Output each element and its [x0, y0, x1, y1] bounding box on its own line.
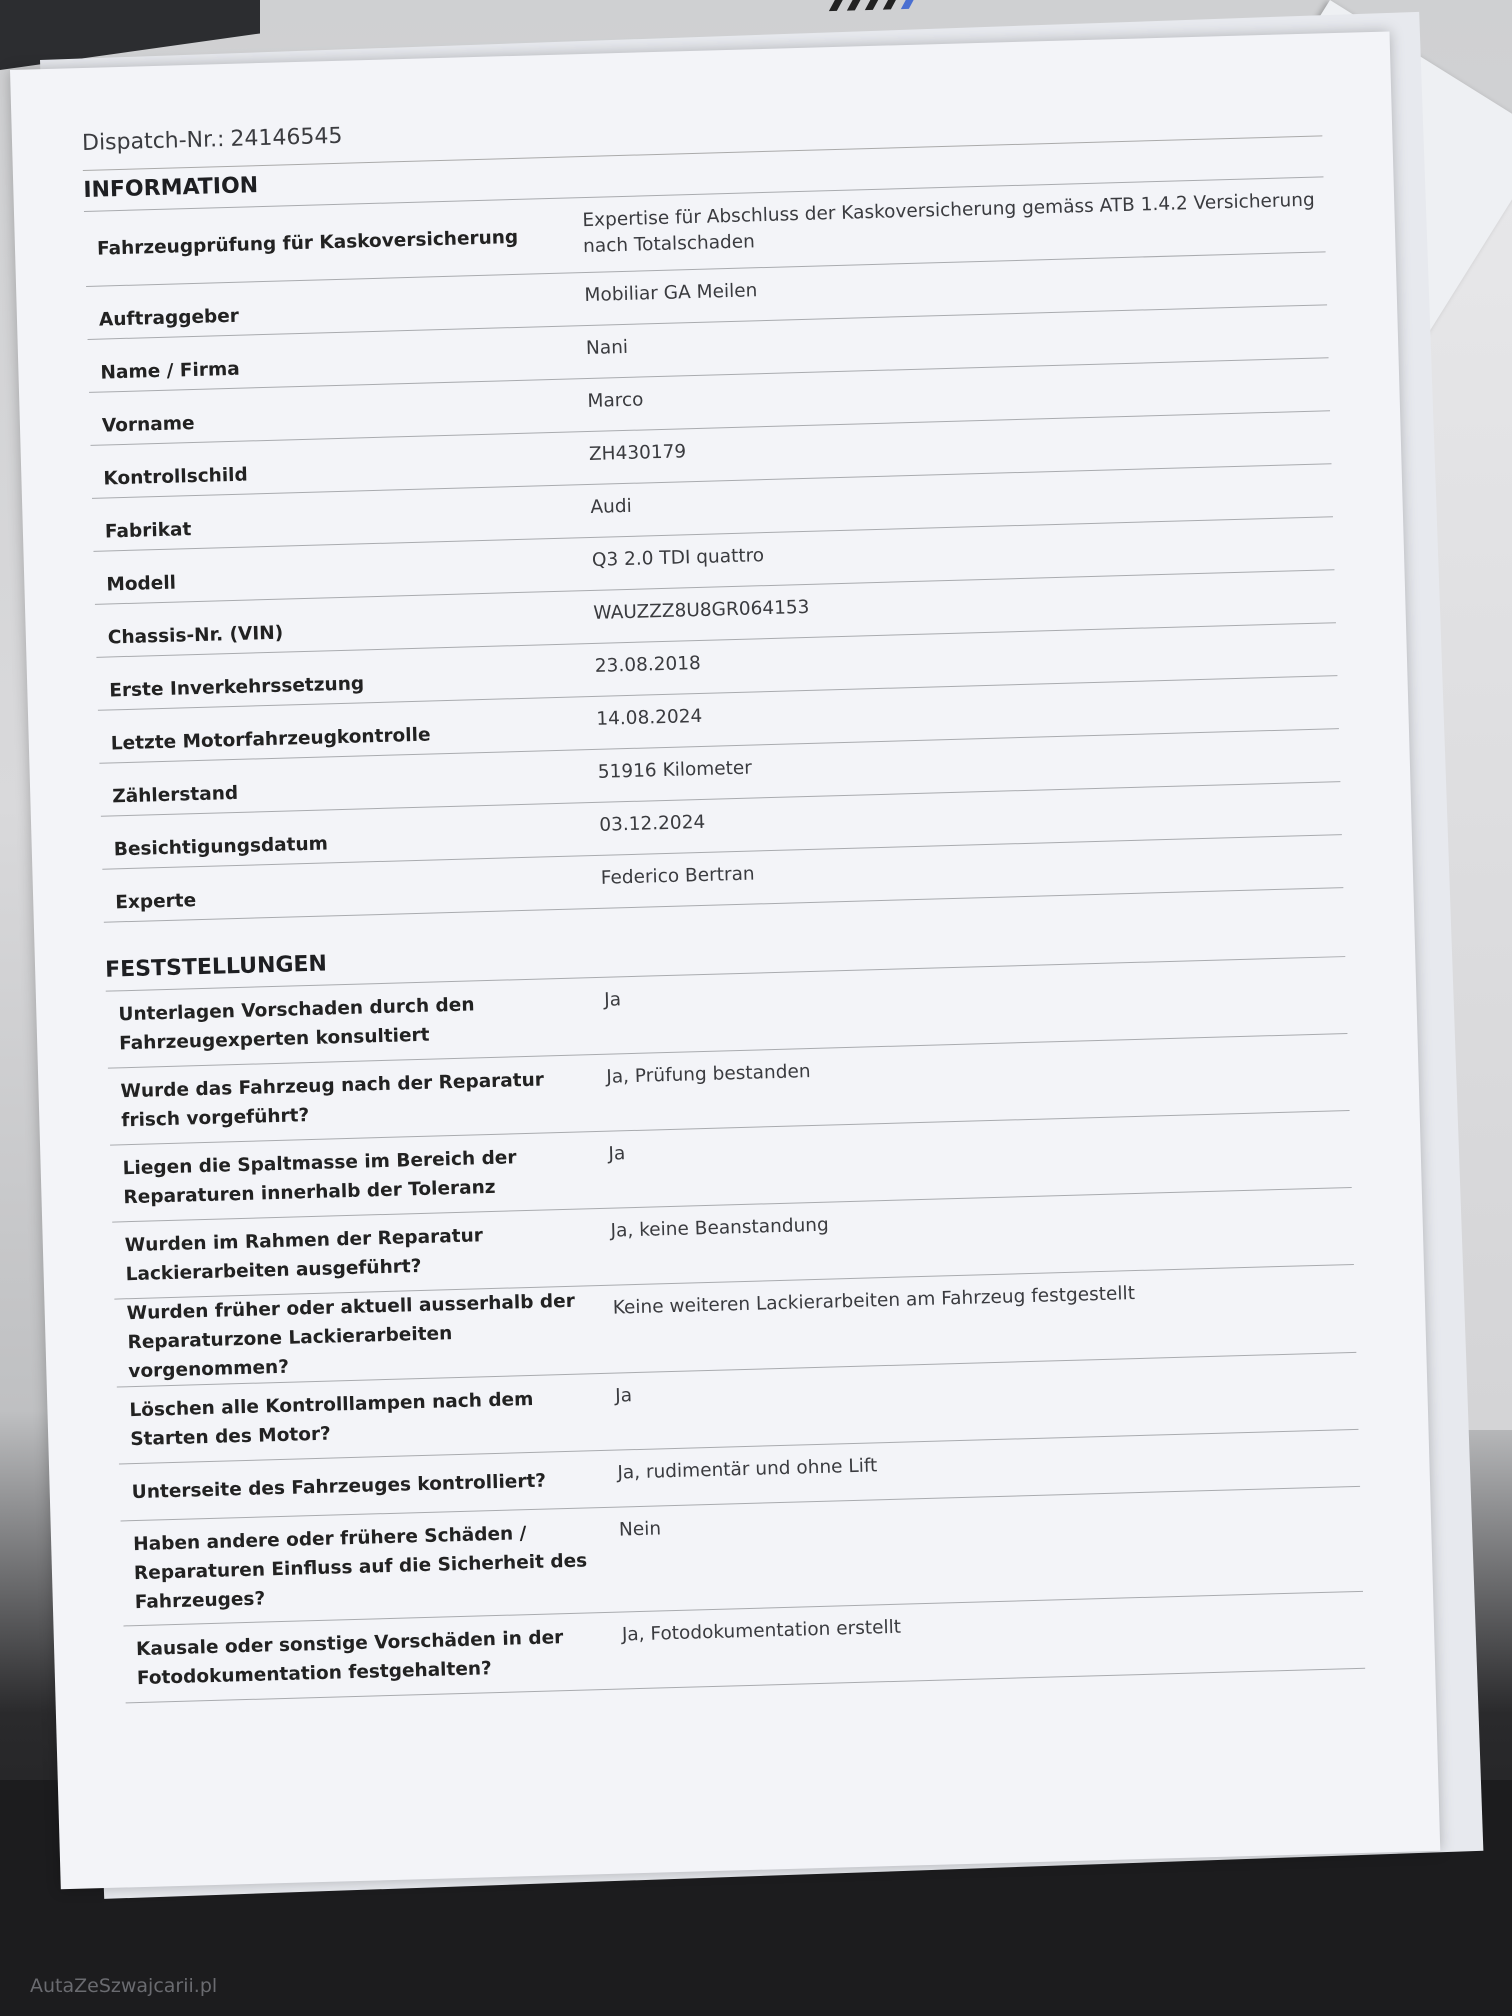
- row-label: Fabrikat: [104, 519, 192, 543]
- row-value: 14.08.2024: [596, 705, 703, 730]
- row-value: Ja: [603, 989, 622, 1011]
- row-label: Wurden im Rahmen der Reparatur Lackierarbeiten ausgeführt?: [124, 1225, 484, 1286]
- row-value: Federico Bertran: [600, 863, 755, 889]
- row-label: Erste Inverkehrssetzung: [109, 673, 365, 702]
- row-label: Zählerstand: [112, 782, 239, 808]
- row-value: Nani: [585, 336, 629, 360]
- row-label: Unterlagen Vorschaden durch den Fahrzeugexperten konsultiert: [118, 994, 475, 1055]
- row-value: Ja: [614, 1385, 633, 1407]
- row-label: Modell: [106, 572, 177, 596]
- row-label: Fahrzeugprüfung für Kaskoversicherung: [96, 226, 519, 260]
- row-label: Experte: [115, 890, 197, 914]
- row-label: Löschen alle Kontrolllampen nach dem Starten des Motor?: [129, 1388, 534, 1451]
- dispatch-label: Dispatch-Nr.:: [81, 127, 225, 157]
- row-label: Name / Firma: [100, 358, 241, 384]
- row-value: Ja: [608, 1143, 626, 1165]
- row-label: Kausale oder sonstige Vorschäden in der Fotodokumentation festgehalten?: [135, 1627, 564, 1690]
- watermark: AutaZeSzwajcarii.pl: [30, 1975, 218, 1997]
- row-label: Haben andere oder frühere Schäden / Reparaturen Einfluss auf die Sicherheit des Fahrzeuges?: [132, 1522, 588, 1613]
- row-value: Ja, Prüfung bestanden: [606, 1061, 811, 1088]
- row-label: Chassis-Nr. (VIN): [107, 622, 284, 649]
- row-label: Letzte Motorfahrzeugkontrolle: [110, 724, 431, 755]
- document-content: [81, 83, 1365, 1703]
- row-value: Expertise für Abschluss der Kaskoversicherung gemäss ATB 1.4.2 Versicherung nach Totalschaden: [582, 189, 1315, 258]
- row-value: 51916 Kilometer: [597, 757, 753, 783]
- row-value: Audi: [590, 495, 632, 518]
- feststellungen-section: [105, 916, 1366, 1703]
- row-label: Besichtigungsdatum: [113, 833, 329, 861]
- row-value: Ja, Fotodokumentation erstellt: [621, 1616, 902, 1646]
- information-section: [83, 135, 1344, 921]
- row-label: Unterseite des Fahrzeuges kontrolliert?: [131, 1470, 547, 1503]
- row-value: 03.12.2024: [599, 811, 706, 836]
- dispatch-value: 24146545: [230, 123, 343, 152]
- row-label: Kontrollschild: [103, 464, 249, 490]
- row-value: Mobiliar GA Meilen: [584, 280, 758, 307]
- feststellungen-title: FESTSTELLUNGEN: [104, 951, 328, 983]
- row-label: Wurden früher oder aktuell ausserhalb der Reparaturzone Lackierarbeiten vorgenommen?: [126, 1290, 576, 1383]
- row-label: Vorname: [101, 412, 195, 437]
- document-page: [10, 31, 1440, 1889]
- row-value: ZH430179: [588, 441, 687, 465]
- row-value: 23.08.2018: [594, 652, 702, 677]
- row-value: Marco: [587, 389, 644, 413]
- row-value: Keine weiteren Lackierarbeiten am Fahrzeug festgestellt: [612, 1283, 1136, 1319]
- row-value: Nein: [618, 1518, 662, 1541]
- row-value: Ja, keine Beanstandung: [610, 1214, 830, 1242]
- row-value: Q3 2.0 TDI quattro: [591, 545, 765, 571]
- row-value: WAUZZZ8U8GR064153: [593, 596, 810, 624]
- row-value: Ja, rudimentär und ohne Lift: [617, 1455, 878, 1484]
- row-label: Liegen die Spaltmasse im Bereich der Reparaturen innerhalb der Toleranz: [122, 1147, 517, 1209]
- row-label: Auftraggeber: [98, 305, 240, 331]
- row-label: Wurde das Fahrzeug nach der Reparatur frisch vorgeführt?: [120, 1069, 545, 1132]
- information-title: INFORMATION: [83, 135, 1324, 211]
